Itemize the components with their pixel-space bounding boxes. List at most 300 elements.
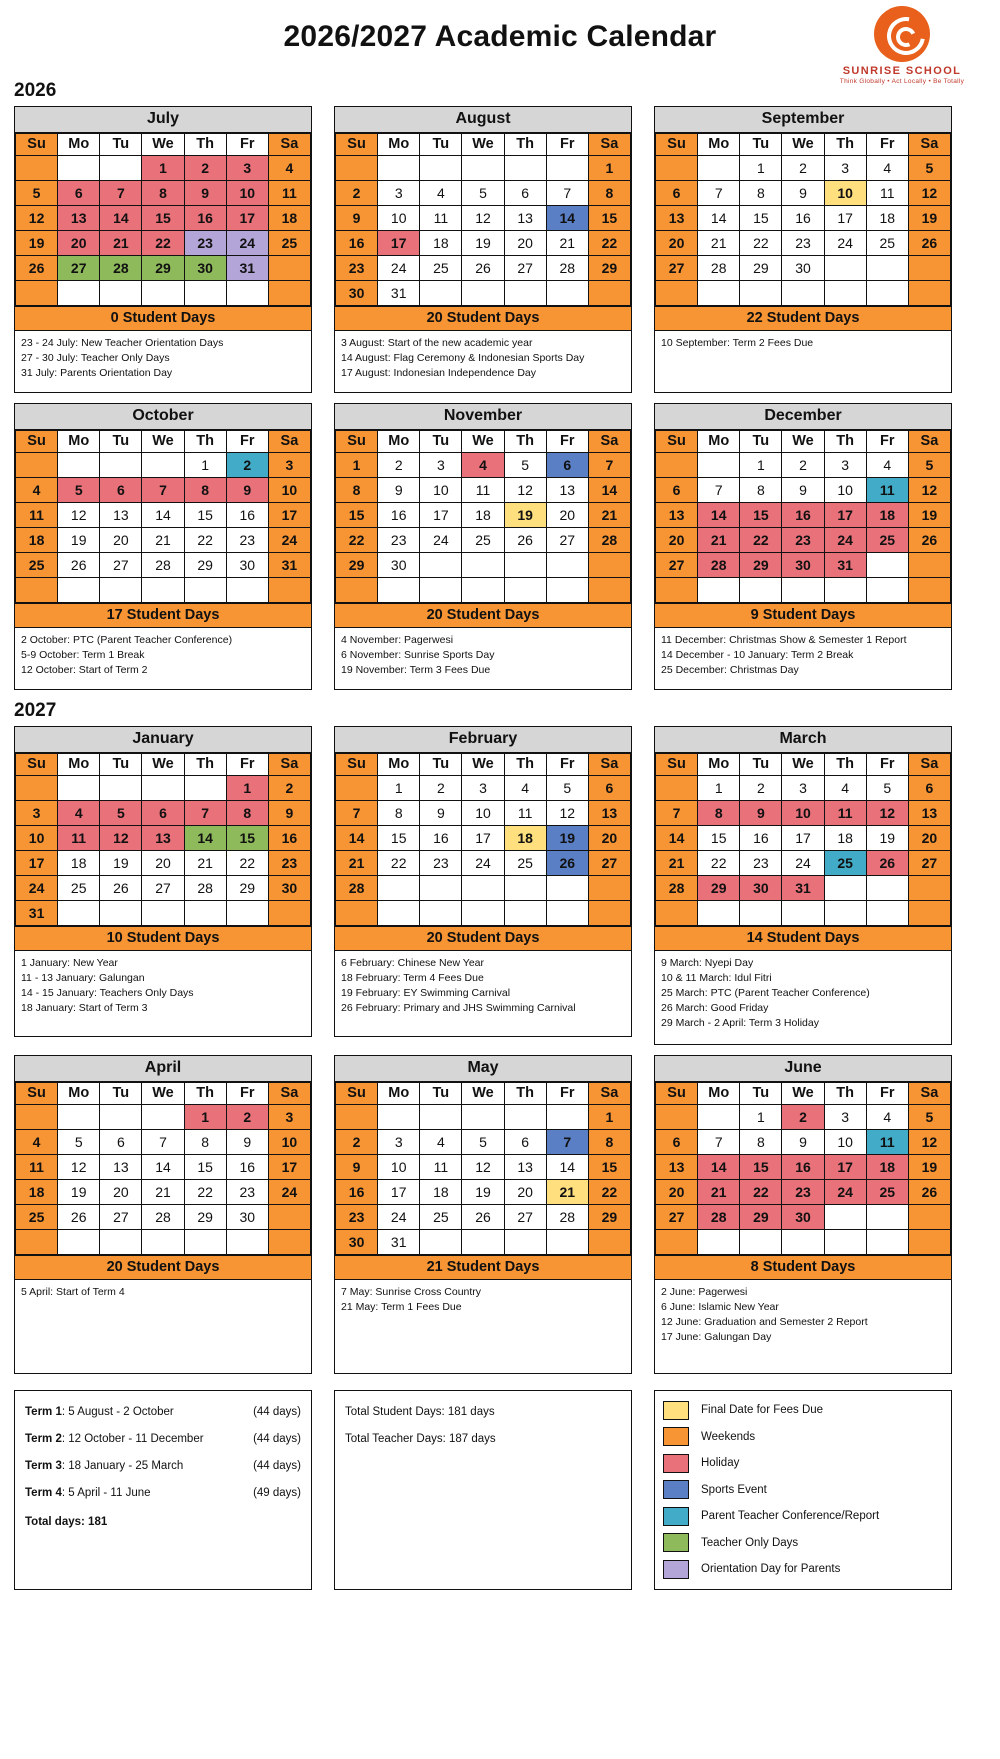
day-cell: 2 <box>226 453 268 478</box>
month-grid <box>15 133 311 306</box>
day-cell: 14 <box>546 1155 588 1180</box>
day-cell: 7 <box>588 453 630 478</box>
day-cell: 27 <box>908 851 950 876</box>
day-cell: 2 <box>740 776 782 801</box>
day-cell: 3 <box>378 181 420 206</box>
day-cell: 15 <box>740 1155 782 1180</box>
day-cell: 10 <box>16 826 58 851</box>
day-cell-empty <box>698 156 740 181</box>
day-cell: 3 <box>824 1105 866 1130</box>
day-cell-empty <box>184 281 226 306</box>
day-cell-empty <box>226 281 268 306</box>
day-cell-empty <box>462 553 504 578</box>
day-cell: 30 <box>378 553 420 578</box>
weekday-header-we: We <box>782 1083 824 1105</box>
weekday-header-tu: Tu <box>100 754 142 776</box>
day-cell: 25 <box>16 553 58 578</box>
day-cell-empty <box>58 156 100 181</box>
day-cell: 1 <box>740 453 782 478</box>
day-cell: 6 <box>656 181 698 206</box>
student-days-banner: 9 Student Days <box>655 603 951 627</box>
day-cell: 20 <box>142 851 184 876</box>
weekday-header-th: Th <box>184 431 226 453</box>
day-cell: 1 <box>740 156 782 181</box>
day-cell-empty <box>16 776 58 801</box>
day-cell: 23 <box>378 528 420 553</box>
day-cell: 21 <box>546 231 588 256</box>
day-cell: 9 <box>782 478 824 503</box>
term-label: Term 4: 5 April - 11 June <box>25 1487 151 1499</box>
day-cell: 4 <box>420 1130 462 1155</box>
day-cell-empty <box>588 281 630 306</box>
month-title: August <box>335 107 631 133</box>
day-cell: 12 <box>58 1155 100 1180</box>
legend-label: Final Date for Fees Due <box>701 1404 824 1417</box>
day-cell: 14 <box>698 206 740 231</box>
day-cell-empty <box>908 553 950 578</box>
note-line: 10 & 11 March: Idul Fitri <box>661 972 772 984</box>
week-row <box>656 1130 951 1155</box>
day-cell: 26 <box>462 1205 504 1230</box>
day-cell: 18 <box>58 851 100 876</box>
note-line: 10 September: Term 2 Fees Due <box>661 337 814 349</box>
weekday-header-tu: Tu <box>420 1083 462 1105</box>
day-cell: 18 <box>504 826 546 851</box>
week-row <box>336 1180 631 1205</box>
week-row <box>656 528 951 553</box>
weekday-header-th: Th <box>504 431 546 453</box>
day-cell-empty <box>16 281 58 306</box>
day-cell-empty <box>184 776 226 801</box>
day-cell: 11 <box>866 181 908 206</box>
note-line: 7 May: Sunrise Cross Country <box>341 1286 482 1298</box>
day-cell: 30 <box>226 553 268 578</box>
term-days: (44 days) <box>253 1406 301 1418</box>
day-cell: 24 <box>462 851 504 876</box>
day-cell: 19 <box>866 826 908 851</box>
day-cell: 20 <box>546 503 588 528</box>
day-cell: 11 <box>16 1155 58 1180</box>
day-cell: 1 <box>378 776 420 801</box>
student-days-banner: 20 Student Days <box>15 1255 311 1279</box>
weekday-header-su: Su <box>16 134 58 156</box>
day-cell: 28 <box>184 876 226 901</box>
week-row <box>656 1155 951 1180</box>
day-cell-empty <box>58 1230 100 1255</box>
weekday-header-th: Th <box>184 1083 226 1105</box>
weekday-header-we: We <box>142 754 184 776</box>
day-cell: 2 <box>782 453 824 478</box>
day-cell-empty <box>142 578 184 603</box>
day-cell-empty <box>546 578 588 603</box>
day-cell: 4 <box>58 801 100 826</box>
note-line: 1 January: New Year <box>21 957 118 969</box>
weekday-header-mo: Mo <box>378 431 420 453</box>
day-cell-empty <box>782 281 824 306</box>
day-cell: 10 <box>268 478 310 503</box>
day-cell: 25 <box>16 1205 58 1230</box>
term-label: Term 2: 12 October - 11 December <box>25 1433 204 1445</box>
weekday-header-we: We <box>142 1083 184 1105</box>
day-cell: 31 <box>226 256 268 281</box>
day-cell-empty <box>336 578 378 603</box>
day-cell: 29 <box>184 553 226 578</box>
day-cell-empty <box>656 281 698 306</box>
day-cell: 16 <box>226 1155 268 1180</box>
day-cell: 22 <box>588 231 630 256</box>
term-row <box>25 1453 301 1480</box>
day-cell-empty <box>462 156 504 181</box>
day-cell: 1 <box>588 1105 630 1130</box>
legend-box <box>654 1390 952 1590</box>
day-cell-empty <box>656 901 698 926</box>
weekday-header-sa: Sa <box>268 1083 310 1105</box>
day-cell: 22 <box>142 231 184 256</box>
day-cell-empty <box>740 901 782 926</box>
day-cell: 19 <box>100 851 142 876</box>
day-cell: 26 <box>462 256 504 281</box>
day-cell: 10 <box>268 1130 310 1155</box>
day-cell: 10 <box>378 1155 420 1180</box>
day-cell: 23 <box>782 1180 824 1205</box>
week-row <box>16 503 311 528</box>
week-row <box>16 181 311 206</box>
legend-swatch <box>663 1427 689 1446</box>
day-cell-empty <box>378 156 420 181</box>
month-october <box>14 403 312 690</box>
day-cell: 12 <box>462 206 504 231</box>
weekday-header-tu: Tu <box>420 431 462 453</box>
day-cell-empty <box>462 1105 504 1130</box>
week-row <box>16 1230 311 1255</box>
day-cell: 25 <box>420 256 462 281</box>
day-cell: 14 <box>656 826 698 851</box>
term-days: (44 days) <box>253 1433 301 1445</box>
day-cell: 6 <box>504 181 546 206</box>
day-cell: 26 <box>504 528 546 553</box>
day-cell: 15 <box>336 503 378 528</box>
week-row <box>336 1230 631 1255</box>
month-notes <box>15 330 311 392</box>
weekday-header-fr: Fr <box>866 754 908 776</box>
week-row <box>16 478 311 503</box>
day-cell: 3 <box>16 801 58 826</box>
term-days: (44 days) <box>253 1460 301 1472</box>
week-row <box>336 901 631 926</box>
month-notes <box>655 627 951 689</box>
day-cell: 14 <box>698 1155 740 1180</box>
day-cell-empty <box>58 901 100 926</box>
day-cell: 13 <box>656 206 698 231</box>
week-row <box>336 553 631 578</box>
day-cell-empty <box>698 901 740 926</box>
weekday-header-tu: Tu <box>740 431 782 453</box>
day-cell: 27 <box>100 1205 142 1230</box>
day-cell-empty <box>336 1105 378 1130</box>
weekday-header-sa: Sa <box>908 754 950 776</box>
school-logo <box>822 6 982 85</box>
student-days-banner: 21 Student Days <box>335 1255 631 1279</box>
day-cell-empty <box>378 876 420 901</box>
weekday-header-su: Su <box>16 754 58 776</box>
months-row-jul-sep <box>0 106 1000 393</box>
month-february <box>334 726 632 1037</box>
day-cell: 26 <box>908 528 950 553</box>
note-line: 26 February: Primary and JHS Swimming Carnival <box>341 1002 576 1014</box>
student-days-banner: 0 Student Days <box>15 306 311 330</box>
weekday-header-th: Th <box>184 134 226 156</box>
day-cell: 25 <box>420 1205 462 1230</box>
day-cell-empty <box>420 876 462 901</box>
weekday-header-sa: Sa <box>268 431 310 453</box>
day-cell-empty <box>336 776 378 801</box>
day-cell: 20 <box>100 528 142 553</box>
day-cell: 13 <box>908 801 950 826</box>
day-cell: 4 <box>462 453 504 478</box>
legend-item <box>663 1450 943 1477</box>
student-days-banner: 20 Student Days <box>335 603 631 627</box>
week-row <box>656 826 951 851</box>
weekday-header-th: Th <box>824 1083 866 1105</box>
year-label-2026: 2026 <box>14 80 57 101</box>
week-row <box>16 1105 311 1130</box>
week-row <box>336 776 631 801</box>
day-cell: 5 <box>866 776 908 801</box>
day-cell-empty <box>142 901 184 926</box>
day-cell-empty <box>698 578 740 603</box>
day-cell: 21 <box>698 231 740 256</box>
day-cell: 8 <box>698 801 740 826</box>
day-cell: 14 <box>546 206 588 231</box>
day-cell-empty <box>504 901 546 926</box>
day-cell-empty <box>824 256 866 281</box>
day-cell: 10 <box>420 478 462 503</box>
weekday-header-th: Th <box>504 134 546 156</box>
day-cell: 23 <box>336 1205 378 1230</box>
month-title: November <box>335 404 631 430</box>
logo-school-name: SUNRISE SCHOOL <box>842 65 962 77</box>
day-cell: 27 <box>504 1205 546 1230</box>
day-cell: 16 <box>782 1155 824 1180</box>
term-label: Term 3: 18 January - 25 March <box>25 1460 184 1472</box>
day-cell: 27 <box>656 1205 698 1230</box>
week-row <box>16 453 311 478</box>
day-cell: 20 <box>100 1180 142 1205</box>
week-row <box>16 901 311 926</box>
day-cell: 12 <box>16 206 58 231</box>
weekday-header-tu: Tu <box>100 431 142 453</box>
day-cell: 5 <box>100 801 142 826</box>
month-may <box>334 1055 632 1374</box>
day-cell: 27 <box>656 256 698 281</box>
weekday-header-we: We <box>462 431 504 453</box>
weekday-header-sa: Sa <box>588 1083 630 1105</box>
day-cell: 8 <box>740 181 782 206</box>
day-cell: 18 <box>462 503 504 528</box>
day-cell: 11 <box>824 801 866 826</box>
day-cell: 21 <box>698 1180 740 1205</box>
day-cell-empty <box>698 453 740 478</box>
day-cell: 31 <box>268 553 310 578</box>
day-cell: 16 <box>336 231 378 256</box>
weekday-header-tu: Tu <box>100 1083 142 1105</box>
day-cell-empty <box>420 901 462 926</box>
months-row-oct-dec <box>0 403 1000 690</box>
day-cell: 20 <box>908 826 950 851</box>
day-cell: 18 <box>420 231 462 256</box>
note-line: 31 July: Parents Orientation Day <box>21 367 173 379</box>
day-cell: 24 <box>378 256 420 281</box>
day-cell: 2 <box>336 1130 378 1155</box>
month-august <box>334 106 632 393</box>
day-cell: 13 <box>546 478 588 503</box>
day-cell: 20 <box>58 231 100 256</box>
day-cell-empty <box>546 1105 588 1130</box>
day-cell: 30 <box>740 876 782 901</box>
day-cell: 13 <box>142 826 184 851</box>
day-cell: 27 <box>546 528 588 553</box>
week-row <box>656 776 951 801</box>
day-cell-empty <box>462 1230 504 1255</box>
day-cell-empty <box>866 876 908 901</box>
day-cell-empty <box>420 156 462 181</box>
week-row <box>656 801 951 826</box>
day-cell-empty <box>824 901 866 926</box>
day-cell: 8 <box>226 801 268 826</box>
day-cell: 29 <box>740 553 782 578</box>
month-notes <box>655 1279 951 1373</box>
day-cell-empty <box>866 553 908 578</box>
day-cell: 2 <box>378 453 420 478</box>
day-cell: 16 <box>420 826 462 851</box>
day-cell: 22 <box>698 851 740 876</box>
week-row <box>16 826 311 851</box>
day-cell: 23 <box>226 528 268 553</box>
day-cell: 15 <box>142 206 184 231</box>
note-line: 9 March: Nyepi Day <box>661 957 754 969</box>
day-cell-empty <box>740 578 782 603</box>
day-cell-empty <box>268 281 310 306</box>
day-cell-empty <box>656 453 698 478</box>
month-notes <box>15 1279 311 1373</box>
day-cell: 12 <box>462 1155 504 1180</box>
week-row <box>336 156 631 181</box>
day-cell: 24 <box>782 851 824 876</box>
note-line: 2 October: PTC (Parent Teacher Conference) <box>21 634 233 646</box>
day-cell: 15 <box>226 826 268 851</box>
week-row <box>336 528 631 553</box>
day-cell-empty <box>142 776 184 801</box>
day-cell: 2 <box>336 181 378 206</box>
day-cell: 2 <box>184 156 226 181</box>
day-cell: 14 <box>142 503 184 528</box>
weekday-header-fr: Fr <box>546 1083 588 1105</box>
week-row <box>656 553 951 578</box>
day-cell: 12 <box>866 801 908 826</box>
day-cell: 30 <box>184 256 226 281</box>
day-cell: 23 <box>782 528 824 553</box>
week-row <box>336 181 631 206</box>
day-cell: 27 <box>588 851 630 876</box>
weekday-header-we: We <box>782 754 824 776</box>
weekday-header-fr: Fr <box>866 1083 908 1105</box>
day-cell-empty <box>656 776 698 801</box>
weekday-header-we: We <box>462 754 504 776</box>
day-cell-empty <box>656 1105 698 1130</box>
day-cell: 29 <box>698 876 740 901</box>
day-cell-empty <box>824 1230 866 1255</box>
legend-swatch <box>663 1401 689 1420</box>
note-line: 29 March - 2 April: Term 3 Holiday <box>661 1017 819 1029</box>
month-july <box>14 106 312 393</box>
day-cell: 12 <box>908 181 950 206</box>
day-cell: 1 <box>698 776 740 801</box>
day-cell: 17 <box>226 206 268 231</box>
week-row <box>656 1105 951 1130</box>
day-cell-empty <box>184 1230 226 1255</box>
day-cell: 13 <box>588 801 630 826</box>
month-june <box>654 1055 952 1374</box>
note-line: 27 - 30 July: Teacher Only Days <box>21 352 170 364</box>
day-cell: 8 <box>588 181 630 206</box>
note-line: 6 November: Sunrise Sports Day <box>341 649 495 661</box>
note-line: 11 December: Christmas Show & Semester 1 Report <box>661 634 907 646</box>
day-cell: 22 <box>184 528 226 553</box>
logo-tagline: Think Globally • Act Locally • Be Totally <box>839 78 965 85</box>
note-line: 19 November: Term 3 Fees Due <box>341 664 491 676</box>
day-cell-empty <box>462 876 504 901</box>
day-cell-empty <box>546 553 588 578</box>
day-cell-empty <box>462 578 504 603</box>
day-cell: 7 <box>184 801 226 826</box>
day-cell: 21 <box>142 1180 184 1205</box>
week-row <box>16 876 311 901</box>
note-line: 21 May: Term 1 Fees Due <box>341 1301 462 1313</box>
day-cell-empty <box>824 578 866 603</box>
weekday-header-mo: Mo <box>58 754 100 776</box>
day-cell: 25 <box>268 231 310 256</box>
day-cell: 30 <box>336 1230 378 1255</box>
week-row <box>336 478 631 503</box>
day-cell: 3 <box>420 453 462 478</box>
day-cell: 5 <box>462 1130 504 1155</box>
day-cell: 24 <box>268 1180 310 1205</box>
month-january <box>14 726 312 1037</box>
day-cell: 25 <box>866 231 908 256</box>
week-row <box>656 156 951 181</box>
day-cell-empty <box>504 553 546 578</box>
day-cell: 26 <box>58 553 100 578</box>
day-cell-empty <box>100 776 142 801</box>
weekday-header-tu: Tu <box>420 754 462 776</box>
day-cell: 1 <box>740 1105 782 1130</box>
day-cell: 9 <box>782 1130 824 1155</box>
week-row <box>656 1205 951 1230</box>
day-cell: 20 <box>656 528 698 553</box>
week-row <box>656 453 951 478</box>
weekday-header-mo: Mo <box>378 1083 420 1105</box>
note-line: 14 - 15 January: Teachers Only Days <box>21 987 194 999</box>
note-line: 18 February: Term 4 Fees Due <box>341 972 484 984</box>
day-cell-empty <box>824 281 866 306</box>
day-cell-empty <box>504 876 546 901</box>
total-line: Total Teacher Days: 187 days <box>345 1433 496 1445</box>
note-line: 6 February: Chinese New Year <box>341 957 484 969</box>
day-cell: 13 <box>656 1155 698 1180</box>
day-cell-empty <box>226 901 268 926</box>
month-notes <box>15 627 311 689</box>
day-cell: 19 <box>908 206 950 231</box>
